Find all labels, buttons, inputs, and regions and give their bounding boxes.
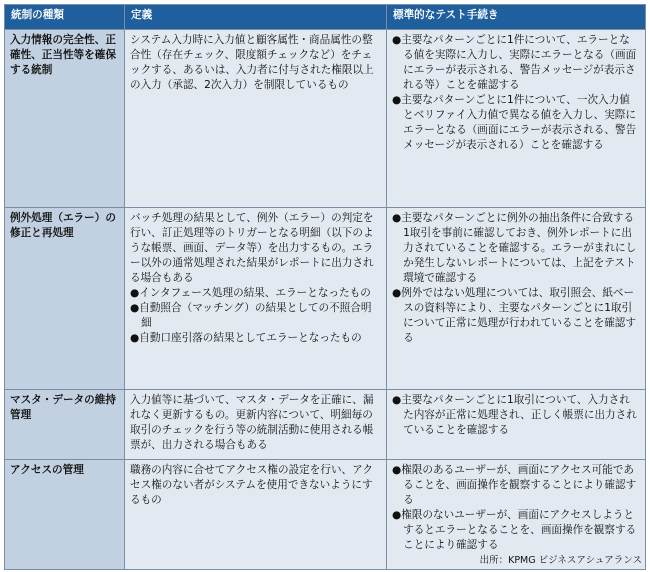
control-name: 入力情報の完全性、正確性、正当性等を確保する統制 — [5, 30, 125, 208]
control-definition — [125, 208, 387, 390]
test-bullet: ● 主要なパターンごとに例外の抽出条件に合致する1取引を事前に確認しておき、例外レポートに出力されていることを確認する。エラーがまれにしか発生しないレポートについては、上記をテスト環境で確認する — [392, 211, 640, 286]
test-bullet: ● 権限のないユーザーが、画面にアクセスしようとするとエラーとなることを、画面操作を観察することにより確認する — [392, 508, 640, 553]
control-name: アクセスの管理 — [5, 460, 125, 570]
table-row — [5, 30, 646, 208]
control-definition — [125, 390, 387, 460]
definition-bullet: ● 自動口座引落の結果としてエラーとなったもの — [130, 331, 381, 346]
test-bullet: ● 主要なパターンごとに1件について、エラーとなる値を実際に入力し、実際にエラーとなる（画面にエラーが表示される、警告メッセージが表示される等）ことを確認する — [392, 33, 640, 93]
header-test-procedures: 標準的なテスト手続き — [387, 5, 646, 30]
control-definition — [125, 460, 387, 570]
definition-bullet: ● 自動照合（マッチング）の結果としての不照合明細 — [130, 301, 381, 331]
control-name: マスタ・データの維持管理 — [5, 390, 125, 460]
test-bullet: ● 主要なパターンごとに1取引について、入力された内容が正常に処理され、正しく帳票に出力されていることを確認する — [392, 393, 640, 438]
test-procedures — [387, 208, 646, 390]
control-definition — [125, 30, 387, 208]
definition-text: 職務の内容に合せてアクセス権の設定を行い、アクセス権のない者がシステムを使用できないようにするもの — [130, 464, 374, 506]
test-bullet: ● 権限のあるユーザーが、画面にアクセス可能であることを、画面操作を観察することにより確認する — [392, 463, 640, 508]
test-procedures — [387, 390, 646, 460]
test-bullet: ● 例外ではない処理については、取引照会、紙ベースの資料等により、主要なパターンごとに1取引について正常に処理が行われていることを確認する — [392, 286, 640, 346]
control-name: 例外処理（エラー）の修正と再処理 — [5, 208, 125, 390]
definition-text: バッチ処理の結果として、例外（エラー）の判定を行い、訂正処理等のトリガーとなる明細（以下のような帳票、画面、データ等）を出力するもの。エラー以外の通常処理された結果がレポートに出力される場合もある — [130, 212, 374, 284]
controls-table — [4, 4, 646, 570]
definition-text: システム入力時に入力値と顧客属性・商品属性の整合性（存在チェック、限度額チェックなど）をチェックする、あるいは、入力者に付与された権限以上の入力（承認、2次入力）を制限しているもの — [130, 34, 374, 91]
table-row — [5, 390, 646, 460]
definition-text: 入力値等に基づいて、マスタ・データを正確に、漏れなく更新するもの。更新内容について、明細毎の取引のチェックを行う等の統制活動に使用される帳票が、出力される場合もある — [130, 394, 374, 451]
header-control-type: 統制の種類 — [5, 5, 125, 30]
test-procedures — [387, 30, 646, 208]
table-row — [5, 208, 646, 390]
definition-bullet: ● インタフェース処理の結果、エラーとなったもの — [130, 286, 381, 301]
header-definition: 定義 — [125, 5, 387, 30]
source-note: 出所：KPMG ビジネスアシュアランス — [479, 555, 642, 566]
test-bullet: ● 主要なパターンごとに1件について、一次入力値とベリファイ入力値で異なる値を入力し、実際にエラーとなる（画面にエラーが表示される、警告メッセージが表示される）ことを確認する — [392, 93, 640, 153]
header-row — [5, 5, 646, 30]
